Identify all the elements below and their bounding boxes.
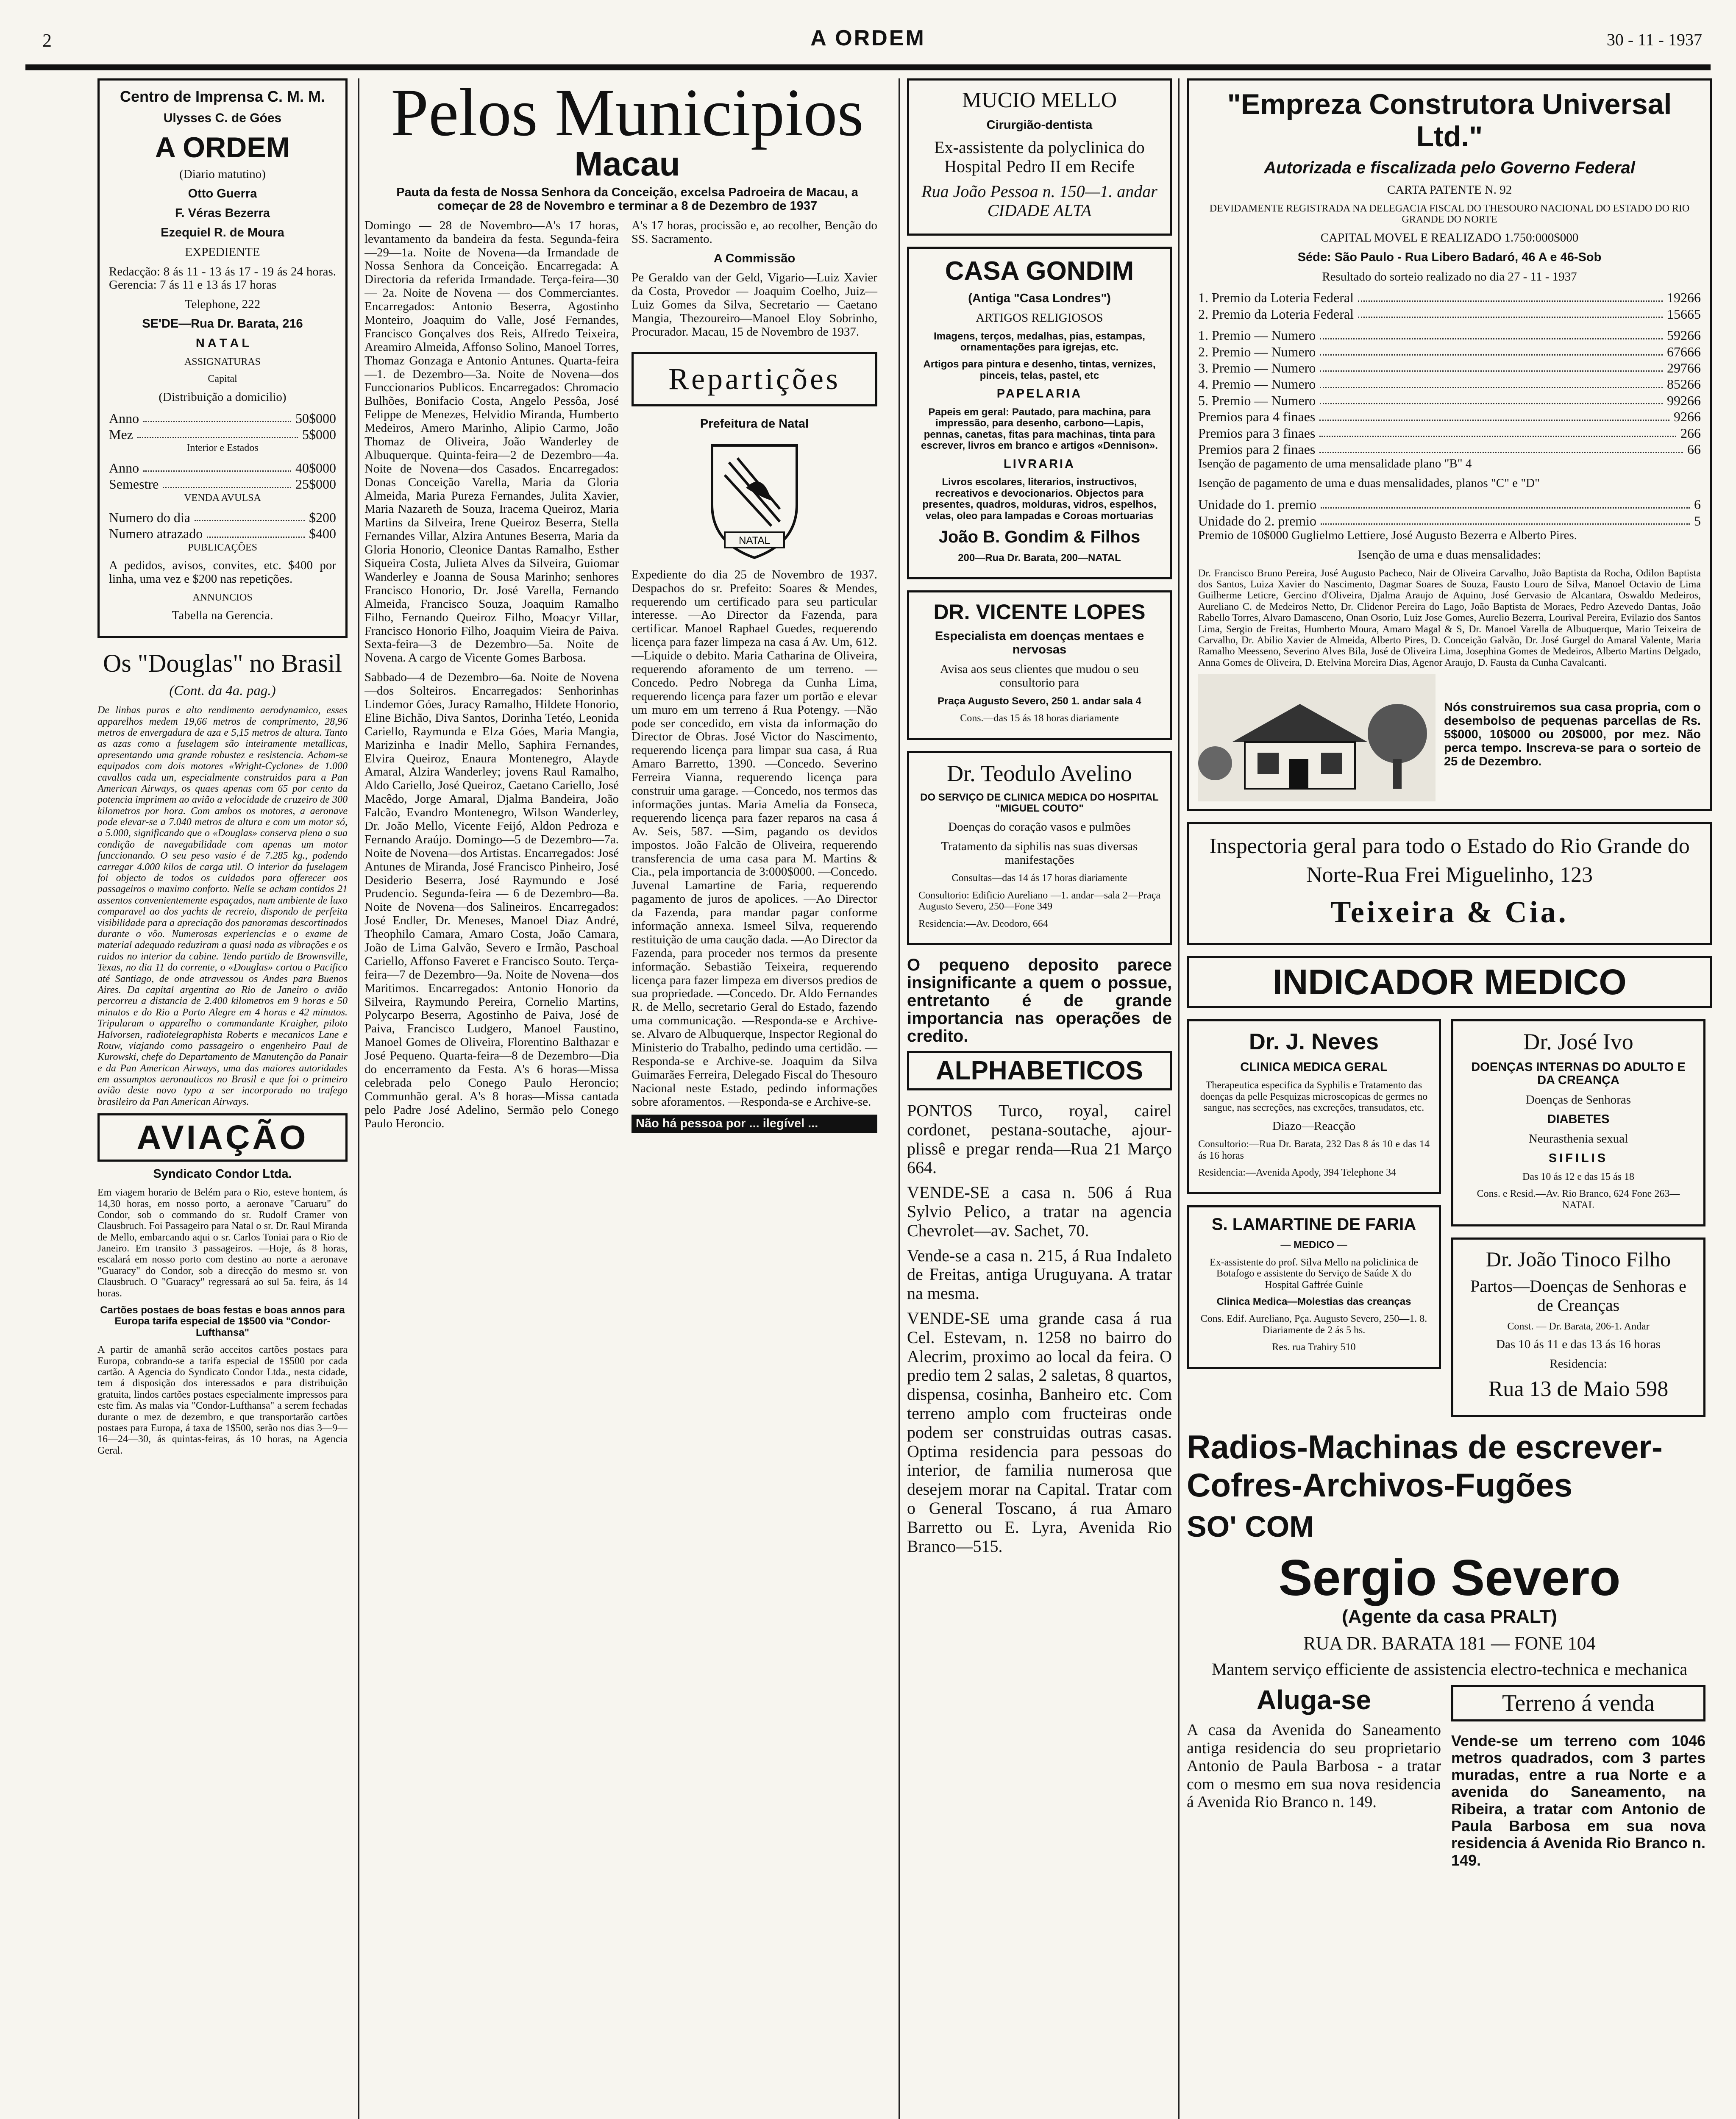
ivo-diab: DIABETES: [1547, 1112, 1610, 1126]
prize-row: Premios para 3 finaes 266: [1198, 425, 1701, 441]
lopes-addr: Praça Augusto Severo, 250 1. andar sala 4: [938, 695, 1141, 707]
telephone: Telephone, 222: [184, 298, 261, 311]
papelaria-body: Papeis em geral: Pautado, para machina, para impressão, para desenho, carbono—Lapis, pennas, canetas, fitas para machinas, tinta para escrever, livros em branco e artigos «Dennison».: [921, 406, 1158, 452]
isencao1: Isenção de pagamento de uma mensalidade plano "B" 4: [1198, 457, 1472, 471]
article-subtitle: Macau: [574, 145, 680, 183]
article-body-b: Sabbado—4 de Dezembro—6a. Noite de Novena—dos Solteiros. Encarregados: Senhorinhas Lindemor Góes, Juracy Ramalho, Hildete Honorio, Eline Bichão, Diva Santos, Dorinha Tetéo, Leonida Cariello, Raymunda e Elza Góes, Maria Mangia, Marizinha e Inadir Mello, Saphira Fernandes, Elvira Queiroz, Enaura Montenegro, Alayde Amaral, Alzira Wanderley; jovens Raul Ramalho, Aldo Cariello, José Queiroz, Caetano Cariello, José Macêdo, Jorge Amaral, Djalma Bandeira, João Falcão, Evandro Montenegro, Wilson Wanderley, Dr. João Mello, Vicente Feijó, Aldon Pedroza e Fernando Araújo. Domingo—5 de Dezembro—7a. Noite de Novena—dos Artistas. Encarregados: José Antunes de Miranda, José Francisco Pinheiro, José Desiderio Beserra, José Raymundo e José Prudencio. Segunda-feira — 6 de Dezembro—8a. Noite de Novena—dos Salineiros. Encarregados: José Endler, Dr. Meneses, Manoel Diaz André, Theophilo Camara, Amaro Costa, João Camara, João de Lima Galvão, Severo e Irmão, Paschoal Cariello, Affonso Faveret e Francisco Souto. Terça-feira—7 de Dezembro—9a. Noite de Novena—dos Maritimos. Encarregados: Antonio Honorio da Silveira, Raymundo Pereira, Cornelio Martins, Polycarpo Beserra, Agostinho de Paiva, José de Paiva, Francisco Ludgero, Manoel Faustino, Manoel Gomes de Oliveira, Florentino Balthazar e José Pequeno. Quarta-feira—8 de Dezembro—Dia do encerramento da Festa. A's 6 horas—Missa celebrada pelo Conego Paulo Heroncio; Communhão geral. A's 8 horas—Missa cantada pelo Padre José Adelino, Sermão pelo Conego Paulo Heroncio.: [364, 670, 619, 1130]
lopes-body: Avisa aos seus clientes que mudou o seu consultorio para: [940, 662, 1139, 690]
neves-spec: CLINICA MEDICA GERAL: [1240, 1060, 1388, 1074]
article-body-c: A's 17 horas, procissão e, ao recolher, Benção do SS. Sacramento.: [632, 218, 877, 246]
classified-ad: PONTOS Turco, royal, cairel cordonet, pestana-soutache, ajour-plissê e pregar renda—Rua 21 Março 664.: [907, 1101, 1172, 1177]
price-row: Semestre 25$000: [109, 476, 336, 492]
subs-dist: (Distribuição a domicilio): [159, 390, 287, 404]
venda-title: VENDA AVULSA: [184, 492, 261, 503]
pub-title: PUBLICAÇÕES: [187, 542, 258, 553]
issue-date: 30 - 11 - 1937: [1606, 30, 1702, 49]
papelaria-title: PAPELARIA: [996, 387, 1082, 401]
column-municipios: [364, 78, 890, 2119]
avelino-office: Consultorio: Edificio Aureliano —1. andar—sala 2—Praça Augusto Severo, 250—Fone 349: [918, 890, 1160, 912]
avelino-service: DO SERVIÇO DE CLINICA MEDICA DO HOSPITAL "MIGUEL COUTO": [920, 792, 1159, 815]
tinoco-hours: Das 10 ás 11 e das 13 ás 16 horas: [1496, 1338, 1661, 1351]
tinoco-spec: Partos—Doenças de Senhoras e de Creanças: [1470, 1276, 1686, 1315]
prize-row: 2. Premio da Loteria Federal 15665: [1198, 306, 1701, 322]
lopes-name: DR. VICENTE LOPES: [933, 600, 1146, 624]
director-name: Ulysses C. de Góes: [163, 111, 282, 125]
ad-inspectoria: [1187, 822, 1712, 945]
condor-body: Em viagem horario de Belém para o Rio, esteve hontem, ás 14,30 horas, em nosso porto, a aeronave "Caruaru" do Condor, sob o commando do sr. Rudolf Cramer von Clausbruch. Foi Passageiro para Natal o sr. Dr. Raul Miranda de Mello, embarcando aqui o sr. Carlos Toniai para o Rio de Janeiro. Em transito 3 passageiros. —Hoje, ás 8 horas, escalará em nosso porto com destino ao norte a aeronave "Guaracy" do Condor, sob a direcção do mesmo sr. von Clausbruch. O "Guaracy" regressará ao sul 5a. feira, ás 14 horas.: [97, 1187, 348, 1299]
page-number: 2: [42, 30, 52, 51]
faria-body: Ex-assistente do prof. Silva Mello na policlinica de Botafogo e assistente do Serviço de Saúde X do Hospital Gaffrée Guinle: [1210, 1257, 1418, 1290]
faria-cons: Cons. Edif. Aureliano, Pça. Augusto Severo, 250—1. 8. Diariamente de 2 ás 5 hs.: [1200, 1313, 1427, 1336]
city: N A T A L: [195, 336, 250, 350]
prize-row: Unidade do 1. premio 6: [1198, 497, 1701, 512]
office-hours: Redacção: 8 ás 11 - 13 ás 17 - 19 ás 24 horas. Gerencia: 7 ás 11 e 13 ás 17 horas: [109, 264, 336, 292]
manager: Ezequiel R. de Moura: [161, 225, 284, 239]
isentos-title: Isenção de uma e duas mensalidades:: [1358, 548, 1541, 562]
radios-heading: Radios-Machinas de escrever-Cofres-Archivos-Fugões: [1187, 1428, 1663, 1504]
aluga-body: A casa da Avenida do Saneamento antiga residencia do seu proprietario Antonio de Paula Barbosa - a tratar com o mesmo em sua nova residencia á Avenida Rio Branco n. 149.: [1187, 1721, 1441, 1811]
tinoco-res-title: Residencia:: [1550, 1357, 1607, 1371]
price-row: Anno 40$000: [109, 460, 336, 476]
lopes-spec: Especialista em doenças mentaes e nervosas: [935, 629, 1144, 657]
ad-avelino: [907, 751, 1172, 945]
paper-sub: (Diario matutino): [179, 167, 266, 181]
page-header: [17, 17, 1719, 68]
ad-empreza: [1187, 78, 1712, 811]
ad-ivo: [1451, 1019, 1705, 1226]
classified-ad: VENDE-SE uma grande casa á rua Cel. Estevam, n. 1258 no bairro do Alecrim, proximo ao local da feira. O predio tem 2 salas, 2 saletas, 8 quartos, dispensa, cosinha, Banheiro etc. Com terreno amplo com fructeiras onde podem ser construidas outras casas. Optima residencia para pessoas do interior, de familia numerosa que desejem morar na Capital. Tratar com o General Toscano, á rua Amaro Barretto ou E. Lyra, Avenida Rio Branco—515.: [907, 1308, 1172, 1556]
classified-ad: Vende-se a casa n. 215, á Rua Indaleto de Freitas, antiga Uruguyana. A tratar na mesma.: [907, 1246, 1172, 1303]
ivo-neur: Neurasthenia sexual: [1528, 1132, 1628, 1146]
editor: F. Véras Bezerra: [175, 206, 270, 220]
price-row: Numero atrazado $400: [109, 526, 336, 542]
gondim-rel: Imagens, terços, medalhas, pias, estampas, ornamentações para igrejas, etc.: [934, 330, 1145, 353]
paper-title: A ORDEM: [155, 131, 290, 164]
column-masthead: [97, 78, 348, 2119]
avelino-spec1: Doenças do coração vasos e pulmões: [948, 820, 1131, 834]
venda-body: Vende-se um terreno com 1046 metros quadrados, com 3 partes muradas, entre a rua Norte e a avenida do Saneamento, na Ribeira, a tratar com Antonio de Paula Barbosa em sua nova residencia á Avenida Rio Branco n. 149.: [1451, 1732, 1705, 1869]
condor-bold: Cartões postaes de boas festas e boas annos para Europa tarifa especial de 1$500 via "Condor-Lufthansa": [100, 1304, 345, 1338]
prize-row: Premios para 4 finaes 9266: [1198, 409, 1701, 425]
pub-text: A pedidos, avisos, convites, etc. $400 por linha, uma vez e $200 nas repetições.: [109, 559, 336, 586]
sergio-service: Mantem serviço efficiente de assistencia electro-technica e mechanica: [1211, 1659, 1687, 1679]
ad-tinoco: [1451, 1237, 1705, 1417]
gondim-artigos: ARTIGOS RELIGIOSOS: [976, 311, 1103, 325]
premiado: Premio de 10$000 Guglielmo Lettiere, José Augusto Bezerra e Alberto Pires.: [1198, 528, 1577, 542]
column-divider: [1178, 78, 1180, 2119]
ad-neves: [1187, 1019, 1441, 1194]
gondim-sub: (Antiga "Casa Londres"): [968, 291, 1111, 305]
douglas-cont: (Cont. da 4a. pag.): [169, 683, 276, 699]
neves-name: Dr. J. Neves: [1249, 1029, 1379, 1055]
reparticoes-box: [632, 352, 877, 406]
emp-reg: DEVIDAMENTE REGISTRADA NA DELEGACIA FISCAL DO THESOURO NACIONAL DO ESTADO DO RIO GRANDE DO NORTE: [1209, 203, 1690, 225]
prize-row: 5. Premio — Numero 99266: [1198, 392, 1701, 408]
alphabeticos-box: [907, 1051, 1172, 1090]
douglas-body: De linhas puras e alto rendimento aerodynamico, esses apparelhos medem 19,66 metros de comprimento, 28,96 metros de envergadura de aza e 5,15 metros de altura. Tanto as azas como a fuselagem são inteiramente metallicas, apresentando uma grande robustez e resistencia. Acham-se equipados com dois motores «Wright-Cyclone» de 1.000 cavallos cada um, especialmente construidos para a Pan American Airways, os quaes apenas com 65 por cento da potencia imprimem ao avião a velocidade de cruzeiro de 300 kilometros por hora. Com ambos os motores, a aeronave pode elevar-se a 7.040 metros de altura e com um motor só, a 5.000, significando que o «Douglas» conserva plena a sua condição de navegabilidade com apenas um motor funccionando. O seu peso vasio é de 7.285 kg., podendo carregar 4.000 kilos de carga util. O interior da fuselagem foi objecto de todos os cuidados para offerecer aos passageiros o maximo conforto. Nelle se acham contidos 21 assentos convenientemente espaçados, num ambiente de luxo comparavel ao dos yachts de recreio, dispondo de perfeita visibilidade para a apreciação dos panoramas descortinados durante o vôo. Numerosas experiencias e o exame de material adequado reduziram a quasi nada as vibrações e os ruidos no interior da cabine. Tendo partido de Brownsville, Texas, no dia 11 do corrente, o «Douglas» cortou o Pacifico até Santiago, de onde atravessou os Andes para Buenos Aires. Da capital argentina ao Rio de Janeiro o avião percorreu a distancia de 2.400 kilometros em 9 horas e 50 minutos e do Rio a Porto Alegre em 4 horas e 42 minutos. Tripularam o apparelho o commandante Kraigher, piloto Halvorsen, radiotelegraphista Roberts e mecanicos Lane e Rouw, viajando como passageiro o engenheiro Paul de Kurowski, chefe do Departamento de Manutenção da Panair e da Pan American Airways, uma das maiores autoridades em assumptos aeronauticos no Brasil e que foi o primeiro avião deste novo typo a ser incorporado no trafego brasileiro da Pan American Airways.: [97, 705, 348, 1107]
sergio-addr: RUA DR. BARATA 181 — FONE 104: [1303, 1633, 1596, 1654]
inspect-text: Inspectoria geral para todo o Estado do Rio Grande do Norte-Rua Frei Miguelinho, 123: [1209, 834, 1690, 887]
prize-row: 1. Premio da Loteria Federal 19266: [1198, 290, 1701, 306]
header-rule: [25, 64, 1711, 70]
neves-res: Residencia:—Avenida Apody, 394 Telephone 34: [1198, 1167, 1397, 1179]
ad-sergio: [1187, 1428, 1712, 1679]
price-row: Mez 5$000: [109, 427, 336, 442]
ad-gondim: [907, 247, 1172, 579]
ivo-spec: DOENÇAS INTERNAS DO ADULTO E DA CREANÇA: [1471, 1060, 1686, 1087]
teixeira-name: Teixeira & Cia.: [1330, 895, 1569, 929]
sergio-name: Sergio Severo: [1278, 1549, 1621, 1606]
pralt: (Agente da casa PRALT): [1342, 1606, 1557, 1627]
emp-sub: Autorizada e fiscalizada pelo Governo Federal: [1264, 159, 1635, 178]
natal-crest-icon: [699, 437, 810, 564]
ivo-hours: Das 10 ás 12 e das 15 ás 18: [1522, 1171, 1634, 1182]
avelino-res: Residencia:—Av. Deodoro, 664: [918, 918, 1048, 929]
ad-mucio-addr: Rua João Pessoa n. 150—1. andar CIDADE ALTA: [921, 181, 1157, 220]
masthead: A ORDEM: [810, 26, 926, 50]
column-ads: [907, 78, 1172, 2119]
anun-title: ANNUNCIOS: [192, 592, 253, 603]
prize-row: Premios para 2 finaes 66: [1198, 441, 1701, 457]
gondim-firm: João B. Gondim & Filhos: [938, 528, 1141, 546]
ad-lopes: [907, 590, 1172, 740]
illegible-note: Não há pessoa por ... ilegível ...: [632, 1115, 877, 1133]
price-row: Anno 50$000: [109, 410, 336, 426]
commissao-title: A Commissão: [713, 251, 796, 265]
indicador-box: [1187, 956, 1712, 1008]
avelino-cons: Consultas—das 14 ás 17 horas diariamente: [951, 873, 1127, 884]
house-illustration-icon: [1198, 674, 1436, 801]
emp-cap: CAPITAL MOVEL E REALIZADO 1.750:000$000: [1320, 231, 1579, 245]
prize-row: 1. Premio — Numero 59266: [1198, 328, 1701, 343]
faria-clin: Clinica Medica—Molestias das creanças: [1216, 1296, 1411, 1307]
ivo-name: Dr. José Ivo: [1523, 1029, 1633, 1055]
commissao-body: Pe Geraldo van der Geld, Vigario—Luiz Xavier da Costa, Provedor — Joaquim Coelho, Juiz—Luiz Gomes da Silva, Secretario — Caetano Mangia, Thezoureiro—Manoel Eloy Sobrinho, Procurador. Macau, 15 de Novembro de 1937.: [632, 271, 877, 339]
ad-mucio-title: Cirurgião-dentista: [986, 118, 1093, 132]
so-com: SO' COM: [1187, 1510, 1314, 1543]
venda-title: Terreno á venda: [1502, 1690, 1655, 1716]
classified-ad: VENDE-SE a casa n. 506 á Rua Sylvio Pelico, a tratar na agencia Chevrolet—av. Sachet, 70.: [907, 1183, 1172, 1240]
address: SE'DE—Rua Dr. Barata, 216: [142, 317, 303, 331]
gondim-title: CASA GONDIM: [945, 256, 1134, 286]
douglas-title: Os "Douglas" no Brasil: [103, 649, 342, 678]
avelino-spec2: Tratamento da siphilis nas suas diversas manifestações: [941, 839, 1138, 867]
org-name: Centro de Imprensa C. M. M.: [120, 88, 326, 105]
prize-row: 4. Premio — Numero 85266: [1198, 376, 1701, 392]
subs-capital: Capital: [208, 373, 237, 385]
prefeitura-title: Prefeitura de Natal: [700, 417, 809, 431]
subs-title: ASSIGNATURAS: [184, 356, 261, 367]
livraria-body: Livros escolares, literarios, instructivos, recreativos e devocionarios. Objectos para presentes, quadros, molduras, vidros, espelhos, velas, oleo para lampadas e Coroas mortuarias: [922, 476, 1157, 522]
prize-row: 3. Premio — Numero 29766: [1198, 360, 1701, 376]
reparticoes-heading: Repartições: [668, 362, 840, 396]
ivo-res: Cons. e Resid.—Av. Rio Branco, 624 Fone 263—NATAL: [1477, 1188, 1680, 1211]
crest-label: NATAL: [739, 534, 770, 546]
neves-diazo: Diazo—Reacção: [1272, 1119, 1356, 1133]
column-right: [1187, 78, 1712, 2119]
faria-spec: — MEDICO —: [1280, 1239, 1347, 1251]
neves-body: Therapeutica especifica da Syphilis e Tratamento das doenças da pelle Pesquizas microscopicas de germes no sangue, nas secreções, nas excreções, transudatos, etc.: [1200, 1080, 1428, 1114]
ad-mucio-name: MUCIO MELLO: [962, 88, 1117, 112]
article-body-a: Domingo — 28 de Novembro—A's 17 horas, levantamento da bandeira da festa. Segunda-feira—29—1a. Noite de Novena—da Irmandade de Nossa Senhora da Conceição. Encarregada: A Directoria da referida Irmandade. Terça-feira—30 — 2a. Noite de Novena — dos Commerciantes. Encarregados: Antonio Beserra, Agostinho Monteiro, Joaquim do Valle, José Fernandes, Francisco Gonçalves dos Reis, Alfredo Teixeira, Areamiro Almeida, Affonso Solino, Manoel Torres, Thomaz Gonzaga e Antonio Antunes. Quarta-feira—1. de Dezembro—3a. Noite de Novena—dos Funccionarios Publicos. Encarregados: Chromacio Bulhões, Bonifacio Costa, Angelo Pessôa, José Felippe de Menezes, Helvidio Miranda, Humberto Medeiros, Amero Marinho, Alipio Carmo, João Thomaz de Oliveira, João Wanderley de Albuquerque. Quinta-feira—2 de Dezembro—4a. Noite de Novena—dos Casados. Encarregados: Donas Conceição Varella, Maria da Gloria Almeida, Maria Pureza Fernandes, Julita Xavier, Maria Nazareth de Souza, Iracema Queiroz, Maria Martins da Silveira, Irene Queiroz Beserra, Stella Fernandes Villar, Alzira Antunes Beserra, Maria da Gloria Honorio, Cleonice Dantas Ramalho, Esther Siqueira Costa, Julieta Alves da Silveira, Guiomar Wanderley e Joanna de Sousa Marinho; senhores Francisco Honorio, Dr. José Varella, Fernando Almeida, Francisco Souza, Joaquim Ramalho Filho, Fernando Queiroz Filho, Moacyr Villar, Francisco Honorio Filho, Joaquim Vieira de Paiva. Sexta-feira—3 de Dezembro—5a. Noite de Novena. A cargo de Vicente Gomes Barbosa.: [364, 218, 619, 665]
reserve-text: O pequeno deposito parece insignificante a quem o possue, entretanto é de grande importancia nas operações de credito.: [907, 956, 1172, 1046]
tinoco-cons: Const. — Dr. Barata, 206-1. Andar: [1507, 1321, 1650, 1332]
faria-name: S. LAMARTINE DE FARIA: [1211, 1215, 1416, 1234]
emp-carta: CARTA PATENTE N. 92: [1387, 183, 1512, 197]
indicador-heading: INDICADOR MEDICO: [1272, 962, 1627, 1002]
prize-row: Unidade do 2. premio 5: [1198, 513, 1701, 528]
column-divider: [899, 78, 900, 2119]
ad-faria: [1187, 1205, 1441, 1369]
emp-title: "Empreza Construtora Universal Ltd.": [1227, 88, 1672, 153]
lopes-hours: Cons.—das 15 ás 18 horas diariamente: [960, 713, 1119, 724]
expediente-title: EXPEDIENTE: [185, 245, 260, 259]
emp-sede: Séde: São Paulo - Rua Libero Badaró, 46 A e 46-Sob: [1297, 250, 1602, 264]
expediente-body: Expediente do dia 25 de Novembro de 1937. Despachos do sr. Prefeito: Soares & Mendes, requerendo um certificado para seu particular interesse. —Ao Director da Fazenda, para certificar. Manoel Raphael Guedes, requerendo licença para fazer limpeza na casa á Av. Um, 612. —Liquide o debito. Maria Catharina de Oliveira, requerendo aforamento de um terreno. —Concedo. Pedro Nobrega da Cunha Lima, requerendo licença para fazer um portão e elevar um muro em um terreno á Rua Potengy. —Não pode ser concedido, em vista da informação do Director de Obras. José Victor do Nascimento, requerendo licença para limpar sua casa, á Rua Amaro Barretto, 1390. —Concedo. Severino Ferreira Vianna, requerendo licença para construir uma garage. —Concedo, nos termos das informações juntas. Maria Amelia da Fonseca, requerendo licença para fazer reparos na casa á Av. Seis, 587. —Sim, pagando os devidos impostos. João Falcão de Oliveira, requerendo transferencia de uma casa para M. Martins & Cia., pela importancia de 3:000$000. —Concedo. Juvenal Lamartine de Faria, requerendo pagamento de juros de apolices. —Ao Director da Fazenda, para mandar pagar conforme informação annexa. Ismeel Silva, requerendo restituição de uma caução dada. —Ao Director da Fazenda, para proceder nos termos da presente informação. Sebastião Teixeira, requerendo licença para fazer limpeza em diversos predios de sua propriedade. —Concedo. Dr. Aldo Fernandes R. de Mello, secretario Geral do Estado, fazendo uma communicação. —Responda-se e Archive-se. Alvaro de Albuquerque, Inspector Regional do Ministerio do Trabalho, pedindo uma certidão. —Responda-se e Archive-se. Joaquim da Silva Guimarães Ferreira, Delegado Fiscal do Thesouro Nacional neste Estado, pedindo informações sobre aforamentos. —Responda-se e Archive-se.: [632, 567, 877, 1109]
article-intro: Pauta da festa de Nossa Senhora da Conceição, excelsa Padroeira de Macau, a começar de 28 de Novembro e terminar a 8 de Dezembro de 1937: [396, 186, 858, 213]
alphabeticos-heading: ALPHABETICOS: [935, 1056, 1143, 1086]
isencao2: Isenção de pagamento de uma e duas mensalidades, planos "C" e "D": [1198, 476, 1540, 490]
condor-body2: A partir de amanhã serão acceitos cartões postaes para Europa, cobrando-se a tarifa especial de 1$500 por cada cartão. A Agencia do Syndicato Condor Ltda., nesta cidade, tem á disposição dos interessados e para distribuição gratuita, lindos cartões postaes especialmente impressos para este fim. As malas via "Condor-Lufthansa" a serem fechadas durante o mez de dezembro, e que transportarão cartões postaes para Europa, á taxa de 1$500, serão nos dias 3—9—16—24—30, ás quintas-feiras, ás 10 horas, na Agencia Geral.: [97, 1344, 348, 1456]
aviacao-heading: AVIAÇÃO: [136, 1118, 309, 1157]
livraria-title: LIVRARIA: [1004, 457, 1075, 471]
prize-row: 2. Premio — Numero 67666: [1198, 344, 1701, 359]
faria-res: Res. rua Trahiry 510: [1272, 1342, 1356, 1353]
masthead-box: [97, 78, 348, 638]
aviacao-box: [97, 1113, 348, 1162]
column-divider: [358, 78, 359, 2119]
subs-interior: Interior e Estados: [186, 442, 259, 454]
venda-title-box: [1451, 1685, 1705, 1721]
neves-cons: Consultorio:—Rua Dr. Barata, 232 Das 8 ás 10 e das 14 ás 16 horas: [1198, 1139, 1430, 1161]
condor-title: Syndicato Condor Ltda.: [153, 1167, 292, 1181]
article-title: Pelos Municipios: [391, 78, 864, 150]
aluga-title: Aluga-se: [1256, 1684, 1372, 1715]
ivo-spec2: Doenças de Senhoras: [1525, 1093, 1631, 1107]
price-row: Numero do dia $200: [109, 509, 336, 525]
tinoco-name: Dr. João Tinoco Filho: [1486, 1247, 1671, 1271]
const-text: Nós construiremos sua casa propria, com o desembolso de pequenas parcellas de Rs. 5$000, 10$000 ou 20$000, por mez. Não perca tempo. Inscreva-se para o sorteio de 25 de Dezembro.: [1444, 701, 1701, 769]
isentos-list: Dr. Francisco Bruno Pereira, José Augusto Pacheco, Nair de Oliveira Carvalho, João Baptista da Rocha, Odilon Baptista dos Santos, Luiza Xavier do Nascimento, Dagmar Soares de Souza, Fausto Louro de Silva, Manoel Octavio de Lima Guilherme Leticre, Gercino d'Oliveira, Djalma Araujo de Aquino, José Gervasio de Alcantara, Oswaldo Medeiros, Aureliano C. de Medeiros Netto, Dr. Clidenor Pereira do Lago, João Baptista de Moraes, Pedro Azevedo Dantas, João Rabello Torres, Alvaro Damasceno, Onan Osorio, Luiz Jose Gomes, Aurelio Bezerra, Lourival Pereira, Evilazio dos Santos Lima, Sergio de Freitas, Humberto Moura, Amaro Magal & S, Dr. Manoel Varella de Albuquerque, Mario Teixeira de Carvalho, Dr. Abilio Xavier de Almeida, Alberto Pires, D. Conceição Galvão, Dr. José Gurgel do Amaral Valente, Maria Ramalho Meesseno, Severino Alves Bila, José de Oliveira Lima, Josephina Gomes de Medeiros, Alberto Martins Delgado, Anna Gomes de Oliveira, D. Etelvina Moreira Dias, Agenor Araujo, D. Fausta da Cunha Cavalcanti.: [1198, 567, 1701, 668]
ivo-sif: SIFILIS: [1548, 1151, 1608, 1165]
ad-mucio-body: Ex-assistente da polyclinica do Hospital Pedro II em Recife: [934, 138, 1145, 176]
director: Otto Guerra: [188, 186, 257, 200]
tinoco-res: Rua 13 de Maio 598: [1488, 1377, 1669, 1401]
gondim-addr: 200—Rua Dr. Barata, 200—NATAL: [958, 552, 1121, 564]
avelino-name: Dr. Teodulo Avelino: [947, 760, 1132, 786]
ad-mucio: [907, 78, 1172, 236]
sorteio-title: Resultado do sorteio realizado no dia 27 - 11 - 1937: [1322, 270, 1577, 284]
gondim-pint: Artigos para pintura e desenho, tintas, vernizes, pinceis, telas, pastel, etc: [923, 359, 1156, 381]
anun-text: Tabella na Gerencia.: [172, 609, 273, 623]
